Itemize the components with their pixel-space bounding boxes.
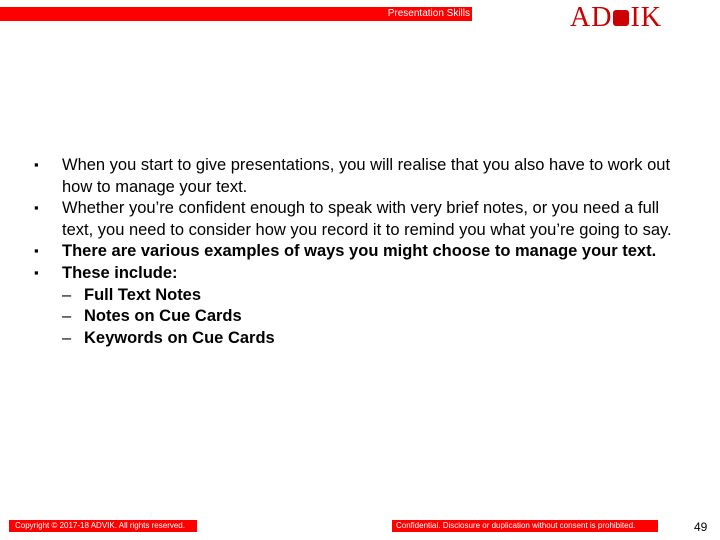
bullet-text: Whether you’re confident enough to speak with very brief notes, or you need a full text, you need to consider how you record it to remind you what you’re going to say.: [62, 199, 672, 239]
logo-text-left: AD: [570, 2, 613, 33]
bullet-square-icon: ▪: [34, 157, 39, 172]
page-number: 49: [694, 520, 708, 534]
logo-square-icon: [613, 10, 629, 26]
logo-text-right: IK: [630, 2, 662, 33]
copyright-text: Copyright © 2017-18 ADVIK. All rights reserved.: [15, 521, 185, 530]
sub-bullet-text: Notes on Cue Cards: [84, 307, 242, 326]
bullet-square-icon: ▪: [34, 200, 39, 216]
bullet-square-icon: ▪: [34, 243, 39, 259]
footer-copyright-bar: [9, 520, 197, 532]
bullet-item: [34, 263, 694, 285]
bullet-item: [34, 155, 694, 198]
bullet-item: [34, 241, 694, 263]
bullet-text: There are various examples of ways you might choose to manage your text.: [62, 242, 657, 261]
sub-bullet-item: [34, 306, 694, 328]
confidential-text: Confidential. Disclosure or duplication without consent is prohibited.: [396, 521, 636, 530]
sub-bullet-text: Full Text Notes: [84, 285, 202, 304]
bullet-text: When you start to give presentations, you will realise that you also have to work out how to manage your text.: [62, 156, 671, 196]
advik-logo: [570, 2, 662, 34]
dash-icon: –: [62, 328, 72, 347]
header-bar: [0, 7, 472, 21]
dash-icon: –: [62, 285, 72, 304]
bullet-text: These include:: [62, 263, 178, 282]
slide-title: Presentation Skills: [387, 8, 470, 19]
sub-bullet-item: [34, 285, 694, 307]
bullet-item: [34, 198, 694, 241]
bullet-list: [34, 155, 694, 349]
bullet-square-icon: ▪: [34, 264, 39, 280]
sub-bullet-text: Keywords on Cue Cards: [84, 328, 275, 347]
sub-bullet-item: [34, 328, 694, 350]
footer-confidential-bar: [392, 520, 658, 532]
dash-icon: –: [62, 307, 72, 326]
